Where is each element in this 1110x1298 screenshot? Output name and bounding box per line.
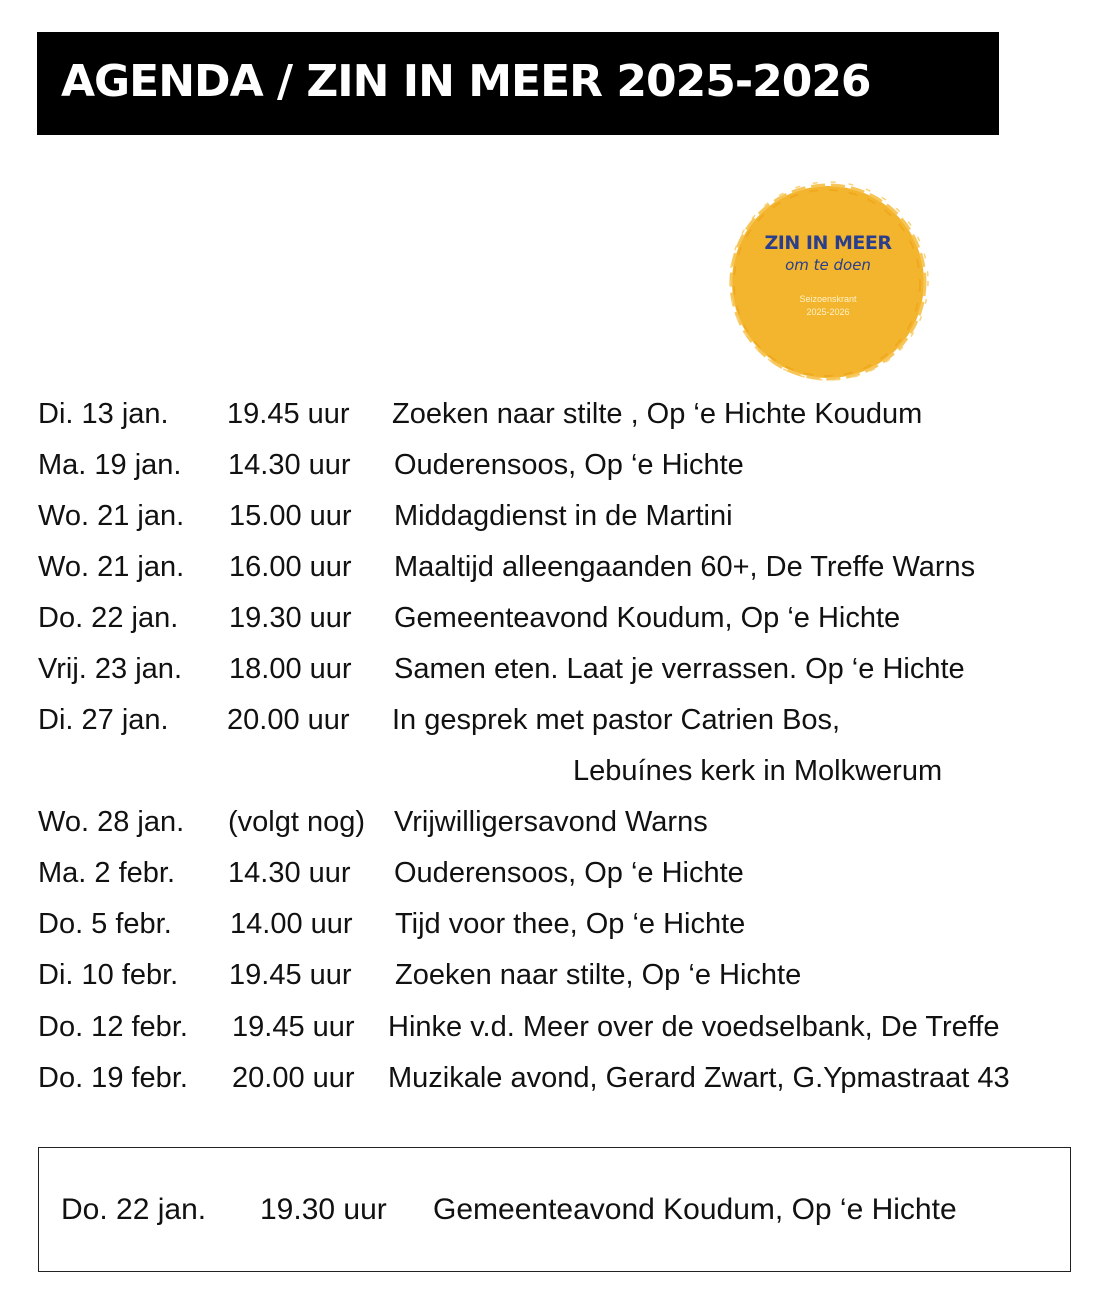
agenda-desc: Middagdienst in de Martini [394, 500, 733, 532]
agenda-desc: In gesprek met pastor Catrien Bos, [392, 704, 841, 736]
header-bar [37, 32, 999, 135]
page-title: AGENDA / ZIN IN MEER 2025-2026 [61, 56, 871, 107]
agenda-time: 16.00 uur [229, 551, 352, 583]
zin-in-meer-logo [726, 180, 930, 384]
agenda-time: 19.30 uur [229, 602, 352, 634]
agenda-day: Ma. 19 jan. [38, 449, 182, 481]
agenda-desc: Maaltijd alleengaanden 60+, De Treffe Warns [394, 551, 976, 583]
agenda-desc: Samen eten. Laat je verrassen. Op ‘e Hichte [394, 653, 965, 685]
agenda-time: 20.00 uur [227, 704, 350, 736]
agenda-time: 14.30 uur [228, 449, 351, 481]
agenda-desc: Ouderensoos, Op ‘e Hichte [394, 449, 744, 481]
agenda-time: 19.45 uur [227, 398, 350, 430]
highlight-day: Do. 22 jan. [61, 1193, 207, 1226]
agenda-desc: Zoeken naar stilte, Op ‘e Hichte [395, 959, 802, 991]
agenda-day: Di. 13 jan. [38, 398, 169, 430]
agenda-day: Do. 19 febr. [38, 1062, 188, 1094]
agenda-day: Do. 5 febr. [38, 908, 172, 940]
agenda-desc: Zoeken naar stilte , Op ‘e Hichte Koudum [392, 398, 923, 430]
agenda-day: Di. 27 jan. [38, 704, 169, 736]
agenda-desc: Vrijwilligersavond Warns [394, 806, 708, 838]
agenda-time: 14.00 uur [230, 908, 353, 940]
logo-circle-icon [726, 180, 930, 384]
agenda-time: 15.00 uur [229, 500, 352, 532]
agenda-time: 19.45 uur [232, 1011, 355, 1043]
agenda-desc: Gemeenteavond Koudum, Op ‘e Hichte [394, 602, 901, 634]
highlight-box [38, 1147, 1071, 1272]
agenda-time: (volgt nog) [228, 806, 366, 838]
agenda-time: 20.00 uur [232, 1062, 355, 1094]
logo-title: ZIN IN MEER [764, 232, 892, 254]
logo-small-line-2: 2025-2026 [806, 307, 850, 317]
agenda-day: Wo. 21 jan. [38, 500, 185, 532]
agenda-day: Do. 12 febr. [38, 1011, 188, 1043]
agenda-desc: Hinke v.d. Meer over de voedselbank, De Treffe [388, 1011, 1000, 1043]
agenda-desc: Ouderensoos, Op ‘e Hichte [394, 857, 744, 889]
agenda-desc-continuation: Lebuínes kerk in Molkwerum [573, 755, 943, 787]
agenda-day: Ma. 2 febr. [38, 857, 176, 889]
agenda-time: 19.45 uur [229, 959, 352, 991]
highlight-time: 19.30 uur [260, 1193, 387, 1226]
agenda-day: Wo. 21 jan. [38, 551, 185, 583]
agenda-time: 18.00 uur [229, 653, 352, 685]
agenda-time: 14.30 uur [228, 857, 351, 889]
agenda-day: Wo. 28 jan. [38, 806, 185, 838]
logo-small-line-1: Seizoenskrant [799, 294, 857, 304]
highlight-desc: Gemeenteavond Koudum, Op ‘e Hichte [433, 1193, 957, 1226]
logo-subtitle: om te doen [785, 256, 871, 274]
agenda-desc: Tijd voor thee, Op ‘e Hichte [395, 908, 746, 940]
agenda-day: Di. 10 febr. [38, 959, 179, 991]
agenda-day: Vrij. 23 jan. [38, 653, 182, 685]
agenda-day: Do. 22 jan. [38, 602, 179, 634]
agenda-desc: Muzikale avond, Gerard Zwart, G.Ypmastraat 43 [388, 1062, 1010, 1094]
